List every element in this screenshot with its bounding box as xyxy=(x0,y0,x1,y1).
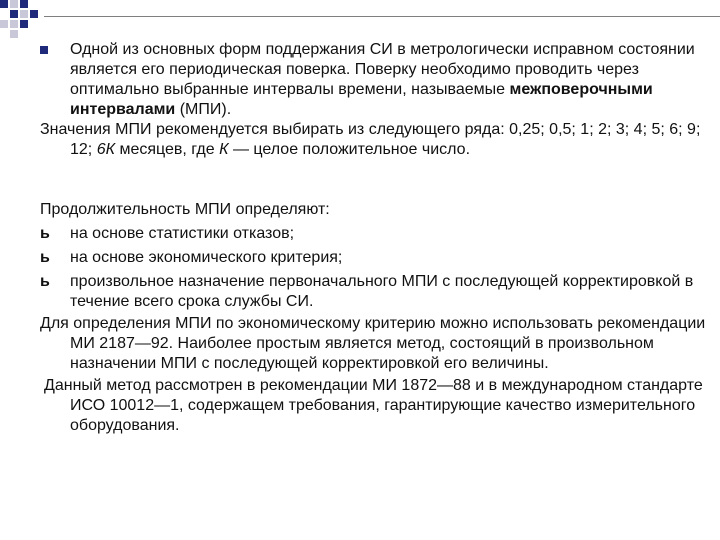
deco-square xyxy=(0,0,8,8)
deco-square xyxy=(30,10,38,18)
deco-square xyxy=(10,30,18,38)
paragraph-verification: Одной из основных форм поддержания СИ в метрологически исправном состоянии является его периодическая поверка. Поверку необходимо проводить через оптимально выбранные интервалы времени, называемые межповерочными интервалами (МПИ). xyxy=(40,40,712,120)
deco-square xyxy=(20,20,28,28)
bullet-glyph: ь xyxy=(40,225,50,242)
bullet-glyph: ь xyxy=(40,249,50,266)
list-item: ь на основе статистики отказов; xyxy=(40,225,295,242)
deco-square xyxy=(20,0,28,8)
square-bullet-icon xyxy=(40,40,70,60)
paragraph-mpi-values: Значения МПИ рекомендуется выбирать из следующего ряда: 0,25; 0,5; 1; 2; 3; 4; 5; 6; 9; 12; 6К месяцев, где К — целое положительное число. xyxy=(40,121,701,158)
deco-square xyxy=(10,0,18,8)
bullet-glyph: ь xyxy=(40,273,50,290)
spacer xyxy=(40,160,712,200)
list-item: ь на основе экономического критерия; xyxy=(40,249,343,266)
slide-body xyxy=(40,40,712,436)
deco-square xyxy=(10,20,18,28)
paragraph-economic: Для определения МПИ по экономическому критерию можно использовать рекомендации МИ 2187—92. Наиболее простым является метод, состоящий в произвольном назначении МПИ с последующей корректировкой его величины. xyxy=(40,315,706,372)
list-item: ь произвольное назначение первоначального МПИ с последующей корректировкой в течение всего срока службы СИ. xyxy=(40,273,694,310)
paragraph-duration-heading: Продолжительность МПИ определяют: xyxy=(40,201,330,218)
paragraph-method: Данный метод рассмотрен в рекомендации МИ 1872—88 и в международном стандарте ИСО 10012—1, содержащем требования, гарантирующие качество измерительного оборудования. xyxy=(44,377,703,434)
term-mpi: межповерочными интервалами xyxy=(70,81,653,118)
deco-square xyxy=(20,10,28,18)
deco-square xyxy=(0,20,8,28)
header-rule xyxy=(44,16,720,17)
deco-square xyxy=(10,10,18,18)
